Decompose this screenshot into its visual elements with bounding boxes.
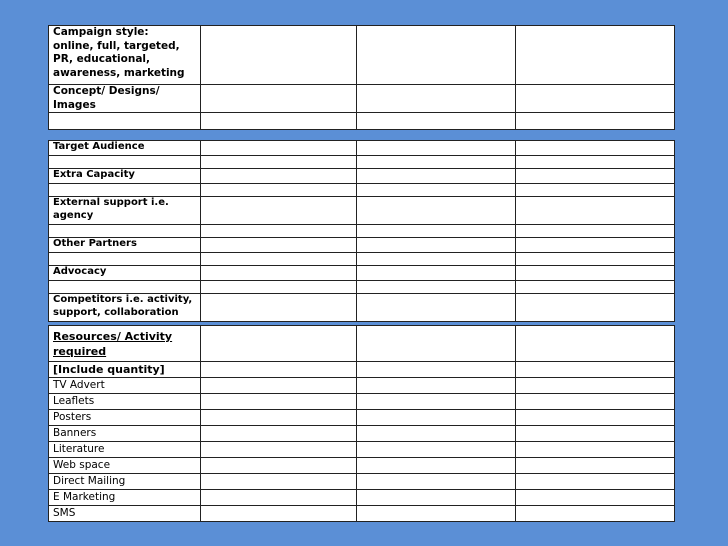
- table-cell[interactable]: [516, 410, 675, 426]
- campaign-style-label: Campaign style: online, full, targeted, PR, educational, awareness, marketing: [49, 26, 201, 85]
- table-cell[interactable]: [357, 26, 516, 85]
- resources-heading: Resources/ Activity required: [49, 326, 201, 362]
- table-cell[interactable]: [357, 294, 516, 322]
- table-row: [49, 410, 675, 426]
- audience-table: [48, 140, 675, 322]
- table-cell[interactable]: [516, 442, 675, 458]
- table-row: [49, 26, 675, 85]
- table-cell[interactable]: [516, 490, 675, 506]
- resource-item-banners: Banners: [49, 426, 201, 442]
- table-row: [49, 156, 675, 169]
- table-row: [49, 490, 675, 506]
- resource-item-direct-mailing: Direct Mailing: [49, 474, 201, 490]
- table-cell[interactable]: [516, 141, 675, 156]
- table-row: [49, 458, 675, 474]
- table-row: [49, 378, 675, 394]
- table-cell[interactable]: [201, 426, 357, 442]
- table-cell[interactable]: [357, 266, 516, 281]
- table-cell[interactable]: [357, 156, 516, 169]
- table-row: [49, 506, 675, 522]
- resource-item-posters: Posters: [49, 410, 201, 426]
- table-cell[interactable]: [201, 378, 357, 394]
- table-cell[interactable]: [357, 141, 516, 156]
- table-cell[interactable]: [357, 326, 516, 362]
- table-cell[interactable]: [201, 238, 357, 253]
- table-cell[interactable]: [516, 281, 675, 294]
- resource-item-literature: Literature: [49, 442, 201, 458]
- campaign-table: [48, 25, 675, 130]
- table-cell[interactable]: [516, 378, 675, 394]
- table-row: [49, 197, 675, 225]
- table-row: [49, 141, 675, 156]
- table-row: [49, 442, 675, 458]
- table-cell[interactable]: [201, 294, 357, 322]
- table-cell[interactable]: [201, 225, 357, 238]
- table-cell[interactable]: [357, 410, 516, 426]
- table-cell[interactable]: [357, 85, 516, 113]
- table-cell[interactable]: [49, 156, 201, 169]
- table-cell[interactable]: [357, 238, 516, 253]
- table-cell[interactable]: [201, 474, 357, 490]
- table-cell[interactable]: [201, 506, 357, 522]
- extra-capacity-label: Extra Capacity: [49, 169, 201, 184]
- table-cell[interactable]: [201, 410, 357, 426]
- table-cell[interactable]: [516, 253, 675, 266]
- table-row: [49, 474, 675, 490]
- table-row: [49, 326, 675, 362]
- table-cell[interactable]: [201, 85, 357, 113]
- table-cell[interactable]: [201, 458, 357, 474]
- resource-item-sms: SMS: [49, 506, 201, 522]
- resources-table: [48, 325, 675, 522]
- table-cell[interactable]: [49, 184, 201, 197]
- table-cell[interactable]: [516, 426, 675, 442]
- table-cell[interactable]: [357, 426, 516, 442]
- table-row: [49, 169, 675, 184]
- table-cell[interactable]: [357, 378, 516, 394]
- table-cell[interactable]: [516, 156, 675, 169]
- table-cell[interactable]: [201, 113, 357, 130]
- table-cell[interactable]: [201, 26, 357, 85]
- table-cell[interactable]: [516, 225, 675, 238]
- table-cell[interactable]: [201, 253, 357, 266]
- table-cell[interactable]: [357, 184, 516, 197]
- table-cell[interactable]: [49, 113, 201, 130]
- table-cell[interactable]: [201, 442, 357, 458]
- table-cell[interactable]: [516, 85, 675, 113]
- table-row: [49, 85, 675, 113]
- resource-item-leaflets: Leaflets: [49, 394, 201, 410]
- table-cell[interactable]: [201, 169, 357, 184]
- table-cell[interactable]: [357, 253, 516, 266]
- table-cell[interactable]: [516, 394, 675, 410]
- table-row: [49, 225, 675, 238]
- table-cell[interactable]: [357, 169, 516, 184]
- table-cell[interactable]: [201, 197, 357, 225]
- table-cell[interactable]: [357, 197, 516, 225]
- table-cell[interactable]: [49, 281, 201, 294]
- table-row: [49, 253, 675, 266]
- table-cell[interactable]: [516, 169, 675, 184]
- table-cell[interactable]: [516, 184, 675, 197]
- table-cell[interactable]: [516, 506, 675, 522]
- table-cell[interactable]: [201, 141, 357, 156]
- table-cell[interactable]: [516, 294, 675, 322]
- table-cell[interactable]: [357, 281, 516, 294]
- table-cell[interactable]: [201, 490, 357, 506]
- table-row: [49, 394, 675, 410]
- table-cell[interactable]: [516, 197, 675, 225]
- table-row: [49, 184, 675, 197]
- campaign-table-block: [48, 25, 674, 130]
- table-row: [49, 113, 675, 130]
- table-cell[interactable]: [357, 113, 516, 130]
- table-cell[interactable]: [201, 266, 357, 281]
- table-cell[interactable]: [201, 394, 357, 410]
- table-cell[interactable]: [201, 281, 357, 294]
- table-cell[interactable]: [516, 26, 675, 85]
- table-cell[interactable]: [357, 442, 516, 458]
- table-cell[interactable]: [357, 225, 516, 238]
- table-row: [49, 294, 675, 322]
- table-cell[interactable]: [201, 326, 357, 362]
- table-cell[interactable]: [357, 458, 516, 474]
- table-row: [49, 266, 675, 281]
- table-cell[interactable]: [49, 253, 201, 266]
- table-cell[interactable]: [201, 184, 357, 197]
- table-row: [49, 362, 675, 378]
- table-cell[interactable]: [49, 225, 201, 238]
- table-row: [49, 238, 675, 253]
- table-cell[interactable]: [201, 156, 357, 169]
- table-cell[interactable]: [516, 113, 675, 130]
- target-audience-label: Target Audience: [49, 141, 201, 156]
- other-partners-label: Other Partners: [49, 238, 201, 253]
- table-row: [49, 281, 675, 294]
- table-cell[interactable]: [357, 490, 516, 506]
- resources-table-block: [48, 325, 674, 522]
- table-cell[interactable]: [516, 326, 675, 362]
- audience-table-block: [48, 140, 674, 322]
- table-cell[interactable]: [357, 474, 516, 490]
- table-row: [49, 426, 675, 442]
- competitors-label: Competitors i.e. activity, support, collaboration: [49, 294, 201, 322]
- resource-item-web-space: Web space: [49, 458, 201, 474]
- resource-item-e-marketing: E Marketing: [49, 490, 201, 506]
- table-cell[interactable]: [516, 362, 675, 378]
- table-cell[interactable]: [357, 394, 516, 410]
- table-cell[interactable]: [516, 238, 675, 253]
- table-cell[interactable]: [357, 362, 516, 378]
- include-quantity-label: [Include quantity]: [49, 362, 201, 378]
- table-cell[interactable]: [201, 362, 357, 378]
- table-cell[interactable]: [357, 506, 516, 522]
- table-cell[interactable]: [516, 458, 675, 474]
- table-cell[interactable]: [516, 266, 675, 281]
- resource-item-tv-advert: TV Advert: [49, 378, 201, 394]
- concept-designs-label: Concept/ Designs/ Images: [49, 85, 201, 113]
- external-support-label: External support i.e. agency: [49, 197, 201, 225]
- advocacy-label: Advocacy: [49, 266, 201, 281]
- table-cell[interactable]: [516, 474, 675, 490]
